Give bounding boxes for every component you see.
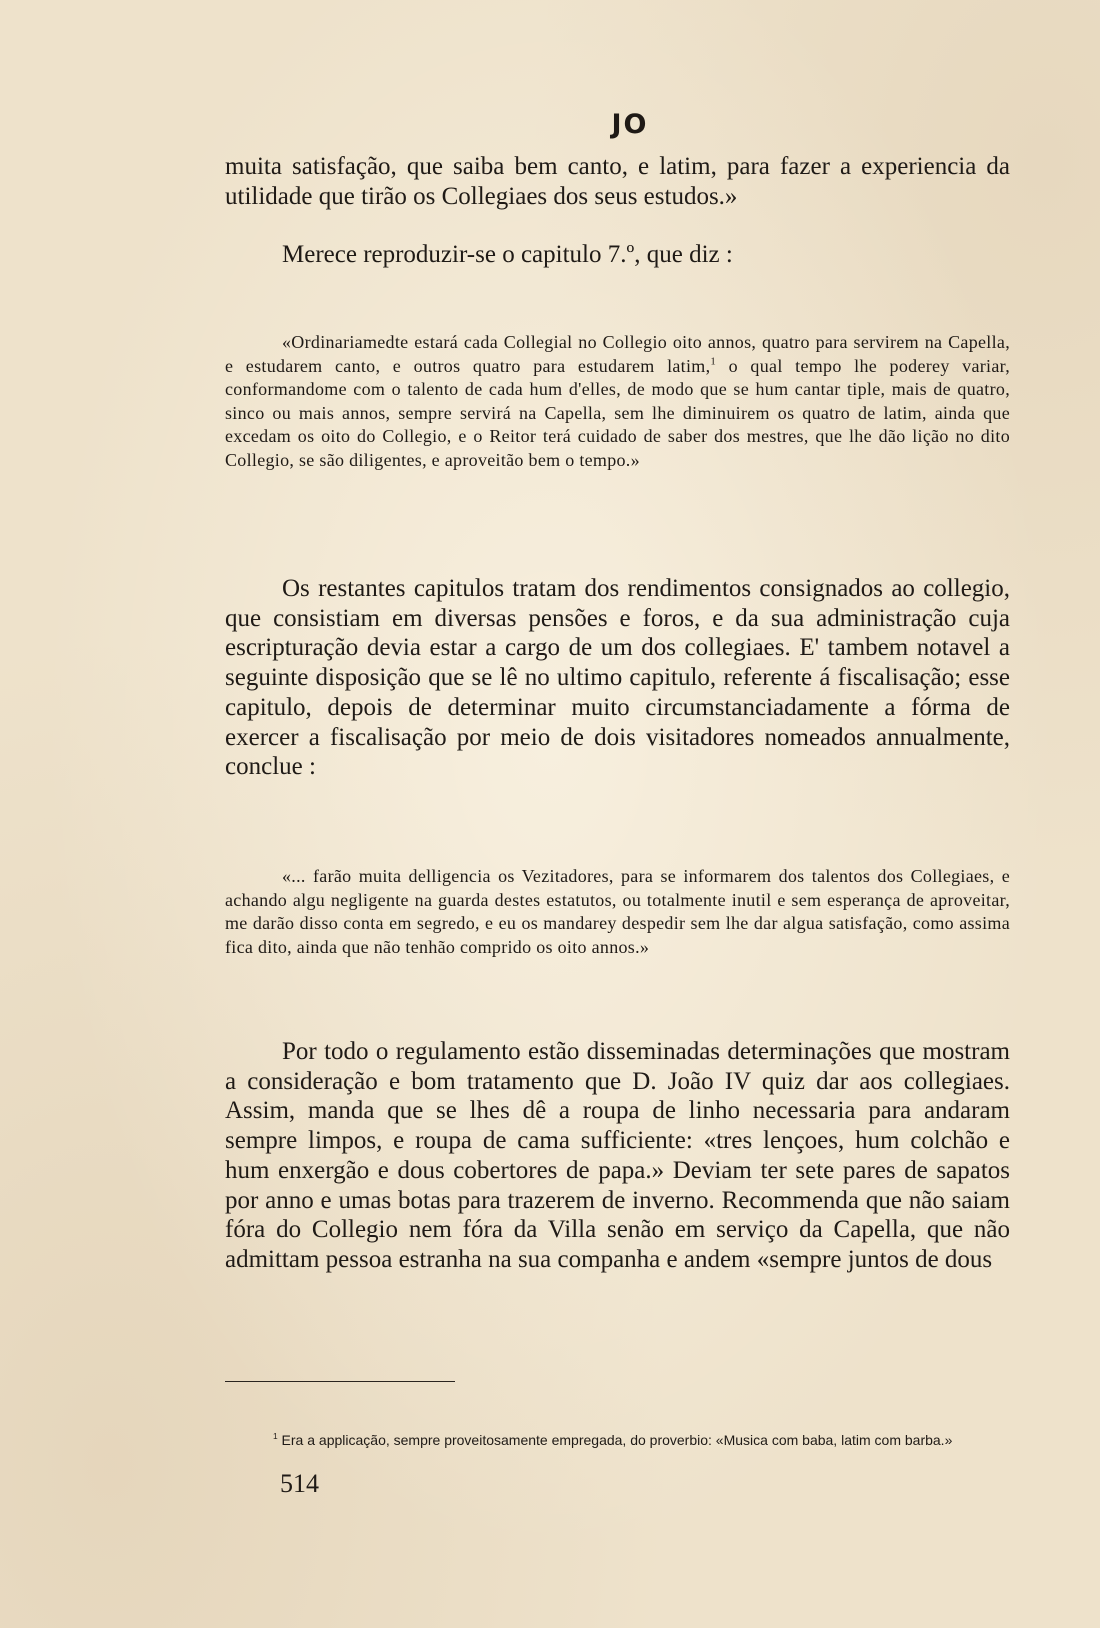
- footnote-divider: [225, 1381, 455, 1382]
- footnote-marker: 1: [273, 1431, 278, 1442]
- paragraph-continuation: muita satisfação, que saiba bem canto, e latim, para fazer a experiencia da utilidade que tirão os Collegiaes dos seus estudos.»: [225, 153, 1010, 210]
- running-head-mark: JO: [611, 109, 649, 140]
- paragraph-intro-chapter: Merece reproduzir-se o capitulo 7.º, que diz :: [282, 241, 733, 268]
- block-quote-chapter-7: [225, 331, 1010, 472]
- page-number: 514: [280, 1469, 319, 1498]
- paragraph-remaining-chapters: Os restantes capitulos tratam dos rendimentos consignados ao collegio, que consistiam em diversas pensões e foros, e da sua administração cuja escripturação devia estar a cargo de um dos collegiaes. E' tambem notavel a seguinte disposição que se lê no ultimo capitulo, referente á fiscalisação; esse capitulo, depois de determinar muito circumstanciadamente a fórma de exercer a fiscalisação por meio de dois visitadores nomeados annualmente, conclue :: [225, 575, 1010, 781]
- footnote-reference: 1: [710, 354, 717, 367]
- quote-text-part-2: o qual tempo lhe poderey variar, conformandome com o talento de cada hum d'elles, de modo que se hum cantar tiple, mais de quatro, sinco ou mais annos, sempre servirá na Capella, sem lhe diminuirem os quatro de latim, ainda que excedam os oito do Collegio, e o Reitor terá cuidado de saber dos mestres, que lhe dão lição no dito Collegio, se são diligentes, e aproveitão bem o tempo.»: [225, 355, 1010, 470]
- footnote-text: Era a applicação, sempre proveitosamente empregada, do proverbio: «Musica com baba, latim com barba.»: [277, 1432, 953, 1448]
- paragraph-regulation: Por todo o regulamento estão disseminadas determinações que mostram a consideração e bom tratamento que D. João IV quiz dar aos collegiaes. Assim, manda que se lhes dê a roupa de linho necessaria para andaram sempre limpos, e roupa de cama sufficiente: «tres lençoes, hum colchão e hum enxergão e dous cobertores de papa.» Deviam ter sete pares de sapatos por anno e umas botas para trazerem de inverno. Recommenda que não saiam fóra do Collegio nem fóra da Villa senão em serviço da Capella, que não admittam pessoa estranha na sua companha e andem «sempre juntos de dous: [225, 1038, 1010, 1273]
- block-quote-visitors: «... farão muita delligencia os Vezitadores, para se informarem dos talentos dos Collegiaes, e achando algu negligente na guarda destes estatutos, ou totalmente inutil e sem esperança de aproveitar, me darão disso conta em segredo, e eu os mandarey despedir sem lhe dar algua satisfação, como assima fica dito, ainda que não tenhão comprido os oito annos.»: [225, 866, 1010, 957]
- quote-text-part-1: «Ordinariamedte estará cada Collegial no Collegio oito annos, quatro para servirem na Capella, e estudarem canto, e outros quatro para estudarem latim,: [225, 332, 1010, 376]
- footnote: [225, 1431, 1010, 1450]
